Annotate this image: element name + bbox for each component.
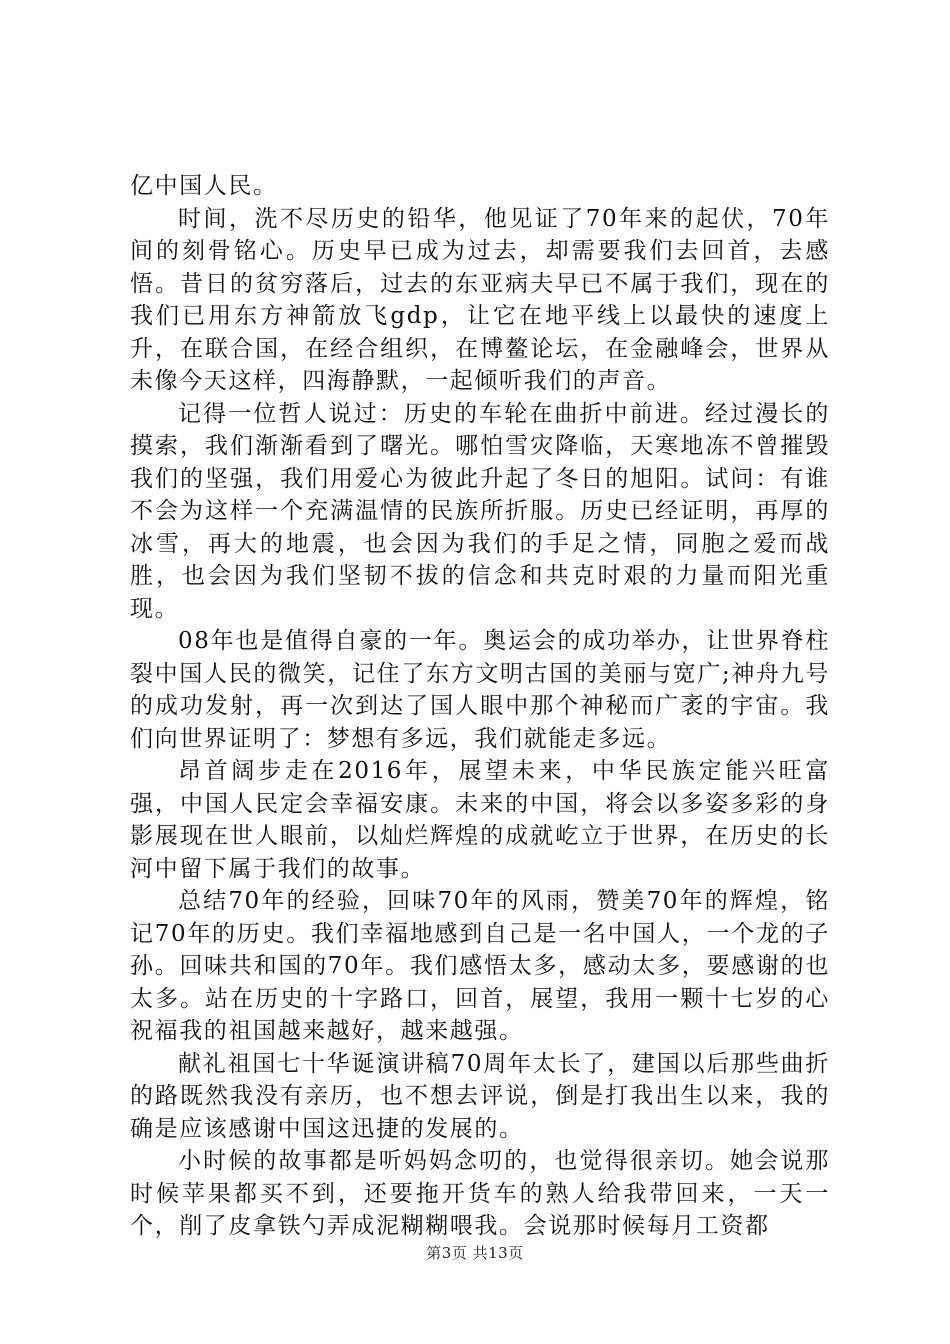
document-body <box>130 170 830 1243</box>
page-footer <box>0 1243 950 1263</box>
page-number-label: 第3页 共13页 <box>426 1244 524 1262</box>
paragraph-8: 小时候的故事都是听妈妈念叨的，也觉得很亲切。她会说那时候苹果都买不到，还要拖开货车的熟人给我带回来，一天一个，削了皮拿铁勺弄成泥糊糊喂我。会说那时候每月工资都 <box>130 1148 830 1239</box>
paragraph-1: 亿中国人民。 <box>130 173 278 199</box>
paragraph-2: 时间，洗不尽历史的铅华，他见证了70年来的起伏，70年间的刻骨铭心。历史早已成为过去，却需要我们去回首，去感悟。昔日的贫穷落后，过去的东亚病夫早已不属于我们，现在的我们已用东方神箭放飞gdp，让它在地平线上以最快的速度上升，在联合国，在经合组织，在博鳌论坛，在金融峰会，世界从未像今天这样，四海静默，一起倾听我们的声音。 <box>130 205 830 394</box>
paragraph-3: 记得一位哲人说过：历史的车轮在曲折中前进。经过漫长的摸索，我们渐渐看到了曙光。哪怕雪灾降临，天寒地冻不曾摧毁我们的坚强，我们用爱心为彼此升起了冬日的旭阳。试问：有谁不会为这样一个充满温情的民族所折服。历史已经证明，再厚的冰雪，再大的地震，也会因为我们的手足之情，同胞之爱而战胜，也会因为我们坚韧不拔的信念和共克时艰的力量而阳光重现。 <box>130 400 830 622</box>
paragraph-7: 献礼祖国七十华诞演讲稿70周年太长了，建国以后那些曲折的路既然我没有亲历，也不想去评说，倒是打我出生以来，我的确是应该感谢中国这迅捷的发展的。 <box>130 1050 830 1142</box>
paragraph-4: 08年也是值得自豪的一年。奥运会的成功举办，让世界脊柱裂中国人民的微笑，记住了东方文明古国的美丽与宽广;神舟九号的成功发射，再一次到达了国人眼中那个神秘而广袤的宇宙。我们向世界证明了：梦想有多远，我们就能走多远。 <box>130 628 830 752</box>
paragraph-5: 昂首阔步走在2016年，展望未来，中华民族定能兴旺富强，中国人民定会幸福安康。未来的中国，将会以多姿多彩的身影展现在世人眼前，以灿烂辉煌的成就屹立于世界，在历史的长河中留下属于我们的故事。 <box>130 758 830 882</box>
paragraph-6: 总结70年的经验，回味70年的风雨，赞美70年的辉煌，铭记70年的历史。我们幸福地感到自己是一名中国人，一个龙的子孙。回味共和国的70年。我们感悟太多，感动太多，要感谢的也太多。站在历史的十字路口，回首，展望，我用一颗十七岁的心祝福我的祖国越来越好，越来越强。 <box>130 888 830 1044</box>
